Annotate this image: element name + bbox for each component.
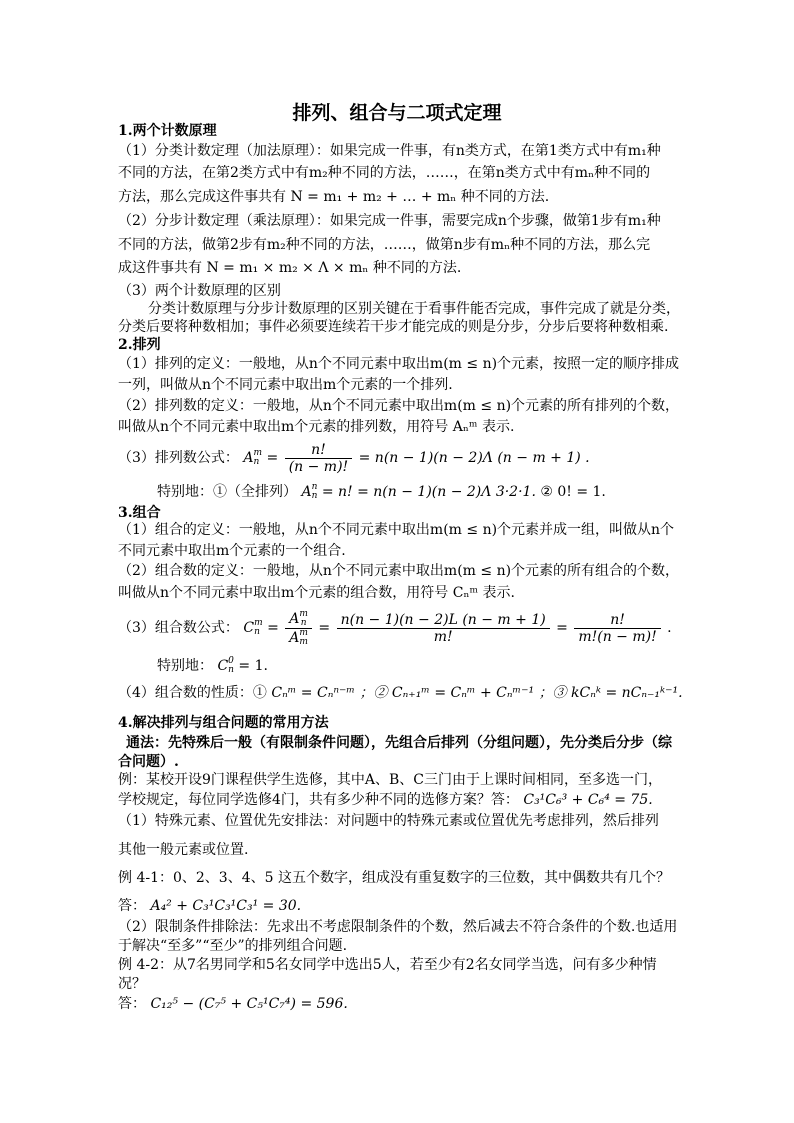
s2-special-line [157, 483, 717, 501]
s4-method2-line1: （2）限制条件排除法：先求出不考虑限制条件的个数，然后减去不符合条件的个数.也适用 [118, 919, 678, 935]
s4-method2-line2: 于解决“至多”“至少”的排列组合问题. [118, 938, 348, 954]
fraction-2-numerator: n(n − 1)(n − 2)L (n − m + 1) [337, 612, 550, 629]
s4-example-line2 [118, 791, 678, 809]
s4-example-line1: 例：某校开设9门课程供学生选修，其中A、B、C三门由于上课时间相同，至多选一门， [118, 772, 663, 788]
section-1-heading: 1.两个计数原理 [118, 123, 217, 139]
s3-p2-line2: 叫做从n个不同元素中取出m个元素的组合数，用符号 Cₙᵐ 表示. [118, 585, 515, 601]
s1-p1-line2: 不同的方法，在第2类方式中有m₂种不同的方法，……，在第n类方式中有mₙ种不同的 [118, 165, 651, 181]
s4-general-line2: 合问题）. [118, 754, 179, 770]
s3-special-tail: = 1. [238, 658, 268, 674]
s2-p1-line1: （1）排列的定义：一般地，从n个不同元素中取出m(m ≤ n)个元素，按照一定的顺序排成 [118, 356, 680, 372]
section-4-heading: 4.解决排列与组合问题的常用方法 [118, 715, 329, 731]
s3-combination-formula: （3）组合数公式： C m n = A m n A m m = $\frac{n(n - 1)(n - 2)L (n - m + 1)}{m!}$ = $\frac{n!}{m!(n - m)!}$ . [118, 608, 672, 647]
s2-special-2: ② 0! = 1. [540, 484, 606, 500]
example-4-2-line1: 例 4-2：从7名男同学和5名女同学中选出5人，若至少有2名女同学当选，问有多少种情 [118, 957, 657, 973]
combination-zero-symbol: C 0 n [217, 656, 234, 675]
fraction-3-denominator: m!(n − m)! [578, 628, 657, 645]
s2-p2-line1: （2）排列数的定义：一般地，从n个不同元素中取出m(m ≤ n)个元素的所有排列的个数， [118, 398, 680, 414]
s4-method1-line2: 其他一般元素或位置. [118, 842, 249, 858]
s2-special-formula: = n! = n(n − 1)(n − 2)Λ 3·2·1. [321, 484, 536, 500]
section-2-heading: 2.排列 [118, 337, 161, 353]
fraction-1-numerator: A m n [285, 610, 312, 629]
s2-special-label: 特别地：①（全排列） [157, 484, 297, 500]
full-permutation-symbol: A n n [301, 482, 318, 501]
s2-p3-tail: = n(n − 1)(n − 2)Λ (n − m + 1) . [358, 450, 590, 466]
permutation-symbol: A m n = [243, 448, 279, 467]
s3-p1-line1: （1）组合的定义：一般地，从n个不同元素中取出m(m ≤ n)个元素并成一组，叫做从n个 [118, 522, 675, 538]
s3-properties-line [118, 684, 683, 702]
s4-method1-line1: （1）特殊元素、位置优先安排法：对问题中的特殊元素或位置优先考虑排列，然后排列 [118, 813, 659, 829]
fraction-2-denominator: m! [433, 628, 453, 645]
s1-p2-line3: 成这件事共有 N = m₁ × m₂ × Λ × mₙ 种不同的方法. [118, 260, 462, 276]
s4-general-line1: 通法：先特殊后一般（有限制条件问题），先组合后排列（分组问题），先分类后分步（综 [126, 735, 672, 751]
answer-4-1: A₄² + C₃¹C₃¹C₃¹ = 30. [150, 898, 302, 914]
s1-p1-line1: （1）分类计数定理（加法原理）：如果完成一件事，有n类方式，在第1类方式中有m₁种 [118, 143, 661, 159]
s3-special-label: 特别地： [157, 658, 213, 674]
s1-p2-line2: 不同的方法，做第2步有m₂种不同的方法，……，做第n步有mₙ种不同的方法，那么完 [118, 237, 651, 253]
s2-permutation-formula [118, 440, 678, 476]
combination-fraction-3 [574, 612, 660, 645]
s1-p1-line3: 方法，那么完成这件事共有 N = m₁ + m₂ + … + mₙ 种不同的方法. [118, 189, 550, 205]
s3-special-line [157, 657, 717, 675]
s3-p2-line1: （2）组合数的定义：一般地，从n个不同元素中取出m(m ≤ n)个元素的所有组合的个数， [118, 563, 680, 579]
property-3: ；③ kCₙᵏ = nCₙ₋₁ᵏ⁻¹. [538, 685, 683, 701]
s3-p4-label: （4）组合数的性质：① [118, 685, 267, 701]
example-4-2-line2: 况？ [118, 976, 146, 992]
s1-p2-line1: （2）分步计数定理（乘法原理）：如果完成一件事，需要完成n个步骤，做第1步有m₁种 [118, 213, 661, 229]
s1-p3-line1: 分类计数原理与分步计数原理的区别关键在于看事件能否完成，事件完成了就是分类， [148, 301, 680, 317]
fraction-1-denominator: A m m [289, 627, 308, 647]
s2-p2-line2: 叫做从n个不同元素中取出m个元素的排列数，用符号 Aₙᵐ 表示. [118, 419, 515, 435]
answer-4-2: C₁₂⁵ − (C₇⁵ + C₅¹C₇⁴) = 596. [150, 996, 348, 1012]
property-2: ；② Cₙ₊₁ᵐ = Cₙᵐ + Cₙᵐ⁻¹ [359, 685, 535, 701]
answer-4-1-label: 答： [118, 898, 146, 914]
s2-p3-label: （3）排列数公式： [118, 450, 239, 466]
s3-p1-line2: 不同元素中取出m个元素的一个组合. [118, 543, 346, 559]
answer-4-2-label: 答： [118, 996, 146, 1012]
s2-p1-line2: 一列，叫做从n个不同元素中取出m个元素的一个排列. [118, 377, 453, 393]
fraction-numerator: n! [285, 442, 352, 459]
page-title: 排列、组合与二项式定理 [292, 102, 502, 124]
fraction-3-numerator: n! [574, 612, 660, 629]
combination-symbol: C m n = [243, 618, 279, 637]
section-3-heading: 3.组合 [118, 505, 161, 521]
s4-example-answer: C₃¹C₆³ + C₆⁴ = 75. [523, 792, 653, 808]
property-1: Cₙᵐ = Cₙⁿ⁻ᵐ [271, 685, 356, 701]
permutation-fraction [285, 442, 352, 475]
fraction-denominator: (n − m)! [288, 458, 349, 475]
s1-p3-heading: （3）两个计数原理的区别 [118, 283, 281, 299]
answer-4-2-line [118, 995, 678, 1013]
answer-4-1-line [118, 897, 678, 915]
s3-p3-label: （3）组合数公式： [118, 620, 239, 636]
s1-p3-line2: 分类后要将种数相加；事件必须要连续若干步才能完成的则是分步，分步后要将种数相乘. [118, 319, 669, 335]
combination-fraction-1 [285, 610, 312, 647]
combination-fraction-2 [337, 612, 550, 645]
example-4-1: 例 4-1：0、2、3、4、5 这五个数字，组成没有重复数字的三位数，其中偶数共有几个？ [118, 870, 670, 886]
s4-example-text: 学校规定，每位同学选修4门，共有多少种不同的选修方案？答： [118, 792, 519, 808]
